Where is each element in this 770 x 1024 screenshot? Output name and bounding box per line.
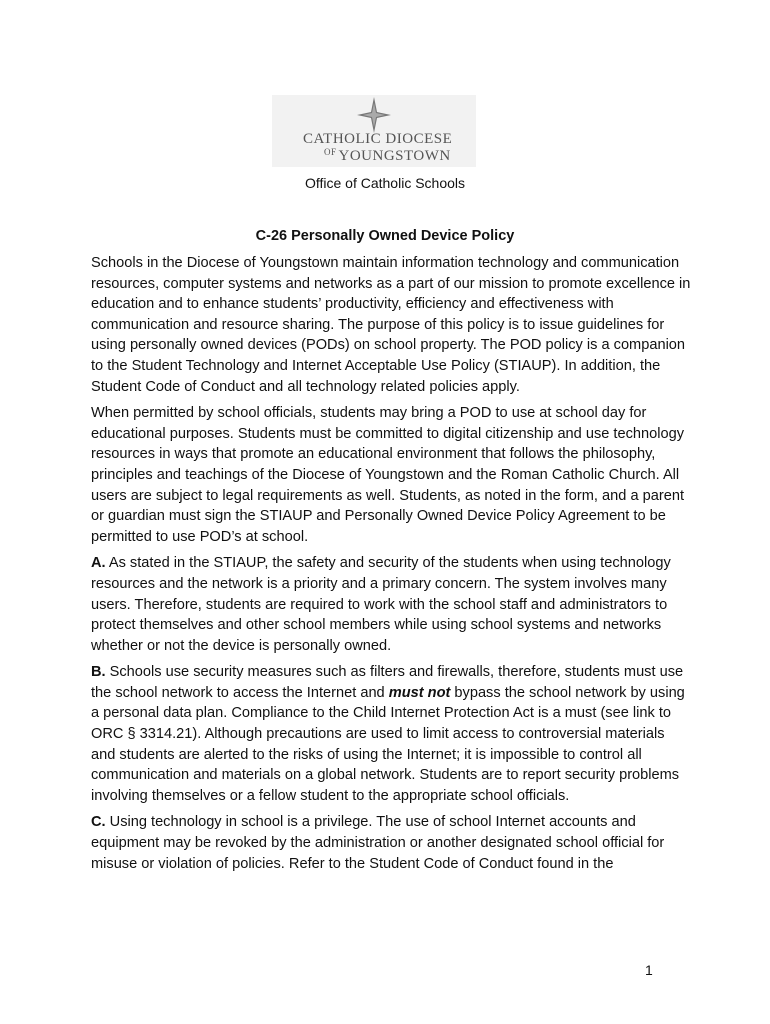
policy-title: C-26 Personally Owned Device Policy [255, 228, 515, 244]
paragraph-permitted: When permitted by school officials, students may bring a POD to use at school day for educational purposes. Students must be committed to digital citizenship and use technology resources in ways that promote an educational environment that follows the philosophy, principles and teachings of the Diocese of Youngstown and the Roman Catholic Church. All users are subject to legal requirements as well. Students, as noted in the form, and a parent or guardian must sign the STIAUP and Personally Owned Device Policy Agreement to be permitted to use POD’s at school. [91, 405, 685, 545]
section-a-label: A. [91, 555, 106, 572]
section-c-label: C. [91, 814, 106, 831]
logo-of: OF [324, 147, 337, 157]
paragraph-intro: Schools in the Diocese of Youngstown maintain information technology and communication resources, computer systems and networks as a part of our mission to promote excellence in education and to enhance students’ productivity, efficiency and effectiveness with communication and resource sharing. The purpose of this policy is to issue guidelines for using personally owned devices (PODs) on school property. The POD policy is a companion to the Student Technology and Internet Acceptable Use Policy (STIAUP). In addition, the Student Code of Conduct and all technology related policies apply. [91, 255, 691, 395]
policy-body [91, 253, 691, 880]
logo-line-1: CATHOLIC DIOCESE [303, 131, 453, 147]
diocese-logo [272, 95, 476, 167]
section-b-text-1: Schools use security measures such as filters and firewalls, therefore, students must use the school network to access the Internet and [91, 664, 684, 701]
section-c-text: Using technology in school is a privilege. The use of school Internet accounts and equipment may be revoked by the administration or another designated school official for misuse or violation of policies. Refer to the Student Code of Conduct found in the [91, 814, 665, 872]
office-heading: Office of Catholic Schools [304, 175, 466, 191]
section-b-label: B. [91, 664, 106, 681]
logo-youngstown: YOUNGSTOWN [338, 148, 451, 164]
section-b-emphasis: must not [388, 684, 451, 701]
page-number: 1 [645, 962, 653, 978]
star-cross-icon [357, 97, 391, 133]
paragraph-a [91, 553, 691, 656]
paragraph-c [91, 812, 691, 874]
paragraph-b [91, 662, 691, 806]
logo-line-2 [324, 147, 451, 165]
section-a-text: As stated in the STIAUP, the safety and security of the students when using technology resources and the network is a priority and a primary concern. The system involves many users. Therefore, students are required to work with the school staff and administrators to protect themselves and other school members while using school systems and networks whether or not the device is personally owned. [91, 555, 671, 654]
section-b-text-2: bypass the school network by using a personal data plan. Compliance to the Child Internet Protection Act is a must (see link to ORC § 3314.21). Although precautions are used to limit access to controversial materials and students are alerted to the risks of using the Internet; it is impossible to control all communication and materials on a global network. Students are to report security problems involving themselves or a fellow student to the appropriate school officials. [91, 684, 685, 804]
